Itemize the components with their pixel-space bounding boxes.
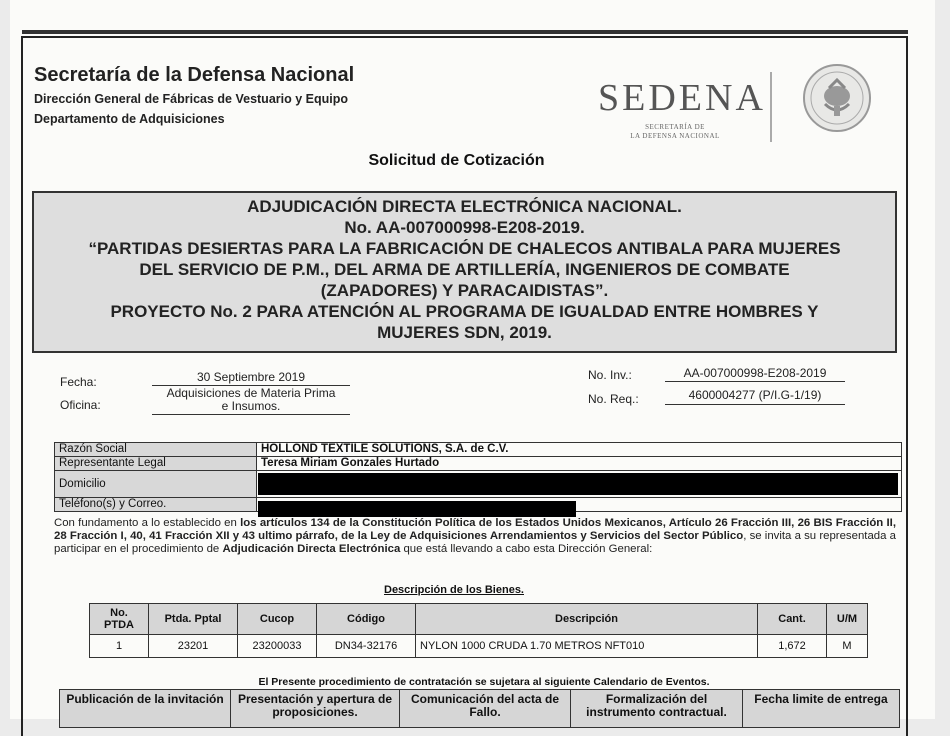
col-formalizacion: Formalización del instrumento contractual. xyxy=(571,690,743,728)
col-cant: Cant. xyxy=(758,604,827,635)
cell-descripcion: NYLON 1000 CRUDA 1.70 METROS NFT010 xyxy=(416,635,758,658)
noreq-underline xyxy=(665,404,845,405)
table-row xyxy=(90,635,868,658)
cell-no-ptda: 1 xyxy=(90,635,149,658)
mexican-coat-of-arms-seal-icon xyxy=(801,58,873,138)
col-publicacion: Publicación de la invitación xyxy=(60,690,231,728)
sedena-sub-line1: SECRETARÍA DE xyxy=(645,123,705,131)
document-title: Solicitud de Cotización xyxy=(368,152,545,169)
fecha-value: 30 Septiembre 2019 xyxy=(196,370,306,384)
legal-paragraph xyxy=(54,517,896,556)
telefono-label: Teléfono(s) y Correo. xyxy=(55,498,257,512)
noinv-underline xyxy=(665,381,845,382)
banner-line-5: (ZAPADORES) Y PARACAIDISTAS”. xyxy=(320,281,609,300)
domicilio-label: Domicilio xyxy=(55,471,257,498)
sedena-logo-subtitle xyxy=(620,123,730,141)
table-row xyxy=(55,457,902,471)
procedure-banner xyxy=(32,191,897,353)
col-no-ptda: No. PTDA xyxy=(90,604,149,635)
noreq-value: 4600004277 (P/I.G-1/19) xyxy=(688,388,822,402)
razon-social-label: Razón Social xyxy=(55,443,257,457)
document-page xyxy=(10,0,935,719)
para-bold-2: Adjudicación Directa Electrónica xyxy=(222,543,401,555)
noinv-label: No. Inv.: xyxy=(588,368,632,382)
para-bold-1: los artículos 134 de la Constitución Política de los Estados Unidos Mexicanos, Artículo 26 Fracción III, 26 BIS Fracción II, 28 Fracción I, 40, 41 Fracción XII y 43 ultimo párrafo, de la Ley de Adquisiciones Arrendamientos y Servicios del Sector Público xyxy=(54,517,896,542)
oficina-value-line1: Adquisiciones de Materia Prima xyxy=(166,386,336,400)
col-presentacion: Presentación y apertura de proposiciones. xyxy=(231,690,400,728)
banner-line-7: MUJERES SDN, 2019. xyxy=(377,323,552,342)
header-title: Secretaría de la Defensa Nacional xyxy=(34,64,355,86)
table-row xyxy=(55,443,902,457)
redaction-bar-address xyxy=(258,473,898,495)
col-codigo: Código xyxy=(317,604,416,635)
redaction-bar-contact xyxy=(258,501,576,517)
para-text-1: Con fundamento a lo establecido en xyxy=(54,517,241,529)
fecha-label: Fecha: xyxy=(60,375,97,389)
noinv-value: AA-007000998-E208-2019 xyxy=(683,366,827,380)
cell-ptda-pptal: 23201 xyxy=(149,635,238,658)
col-comunicacion: Comunicación del acta de Fallo. xyxy=(400,690,571,728)
sedena-sub-line2: LA DEFENSA NACIONAL xyxy=(630,132,720,140)
banner-line-1: ADJUDICACIÓN DIRECTA ELECTRÓNICA NACIONAL. xyxy=(247,197,682,216)
logo-divider xyxy=(770,72,772,142)
banner-line-4: DEL SERVICIO DE P.M., DEL ARMA DE ARTILLERÍA, INGENIEROS DE COMBATE xyxy=(139,260,790,279)
col-fecha-limite: Fecha limite de entrega xyxy=(743,690,900,728)
col-ptda-pptal: Ptda. Pptal xyxy=(149,604,238,635)
representante-value: Teresa Miriam Gonzales Hurtado xyxy=(257,457,902,471)
cell-um: M xyxy=(827,635,868,658)
top-rule xyxy=(22,30,908,34)
para-text-2: , se invita a su representada a participar en el procedimiento de xyxy=(54,530,896,555)
table-header-row xyxy=(90,604,868,635)
banner-line-2: No. AA-007000998-E208-2019. xyxy=(344,218,585,237)
oficina-value xyxy=(152,387,350,413)
para-text-3: que está llevando a cabo esta Dirección General: xyxy=(400,543,653,555)
noreq-label: No. Req.: xyxy=(588,392,639,406)
header-department: Departamento de Adquisiciones xyxy=(34,112,225,126)
cell-codigo: DN34-32176 xyxy=(317,635,416,658)
cell-cant: 1,672 xyxy=(758,635,827,658)
events-calendar-table xyxy=(59,689,900,728)
col-descripcion: Descripción xyxy=(416,604,758,635)
oficina-value-line2: e Insumos. xyxy=(221,399,281,413)
representante-label: Representante Legal xyxy=(55,457,257,471)
razon-social-value: HOLLOND TEXTILE SOLUTIONS, S.A. de C.V. xyxy=(257,443,902,457)
table-header-row xyxy=(60,690,900,728)
goods-description-title: Descripción de los Bienes. xyxy=(384,584,524,596)
col-cucop: Cucop xyxy=(238,604,317,635)
header-directorate: Dirección General de Fábricas de Vestuario y Equipo xyxy=(34,92,348,106)
sedena-logo-text: SEDENA xyxy=(598,77,766,119)
banner-line-3: “PARTIDAS DESIERTAS PARA LA FABRICACIÓN DE CHALECOS ANTIBALA PARA MUJERES xyxy=(88,239,841,258)
oficina-underline xyxy=(152,414,350,415)
goods-table xyxy=(89,603,868,658)
banner-line-6: PROYECTO No. 2 PARA ATENCIÓN AL PROGRAMA DE IGUALDAD ENTRE HOMBRES Y xyxy=(110,302,819,321)
cell-cucop: 23200033 xyxy=(238,635,317,658)
oficina-label: Oficina: xyxy=(60,398,101,412)
col-um: U/M xyxy=(827,604,868,635)
calendar-note: El Presente procedimiento de contratación se sujetara al siguiente Calendario de Eventos. xyxy=(258,676,710,688)
